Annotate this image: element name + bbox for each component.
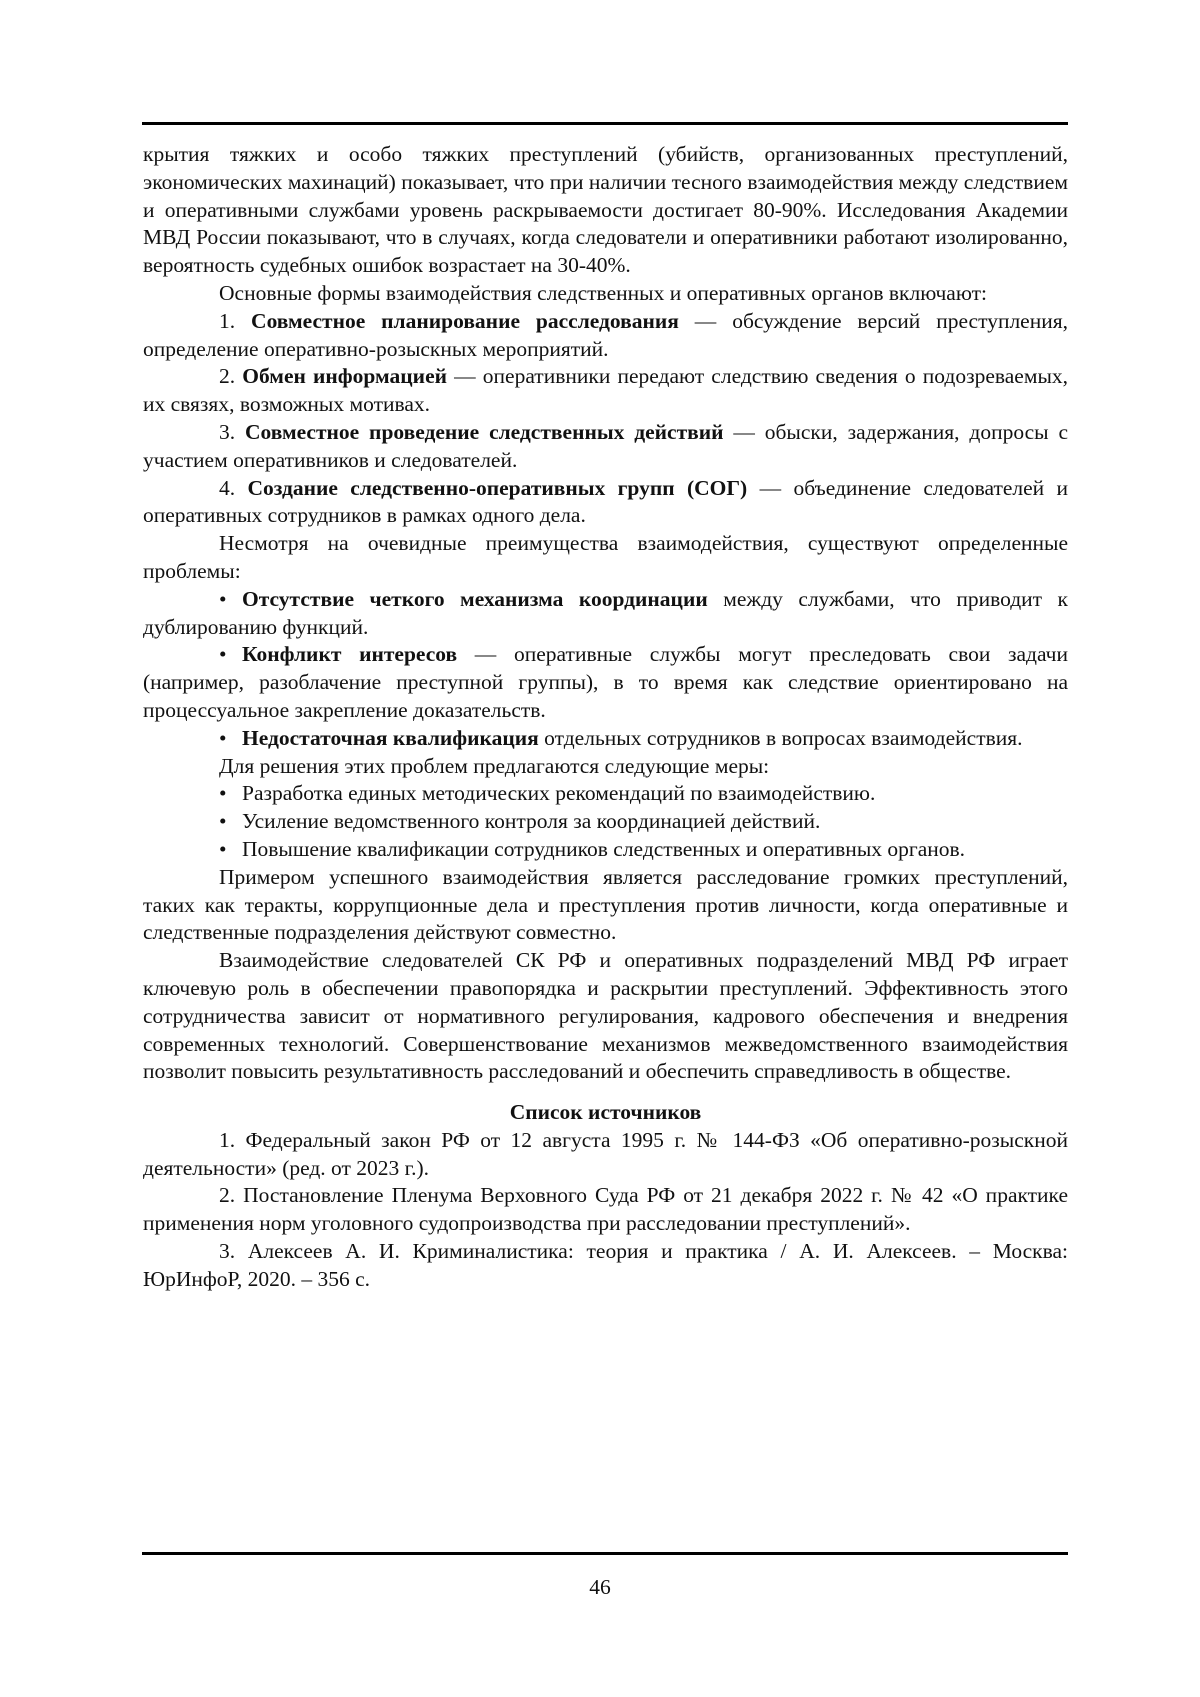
conclusion-paragraph: Взаимодействие следователей СК РФ и оперативных подразделений МВД РФ играет ключевую роль в обеспечении правопорядка и раскрытии преступлений. Эффек­тивность этого сотрудничества зависит от нормативного регулирования, кадрового обеспечения и внедрения современных технологий. Совершенствование механизмов межведомственного взаимодействия позволит повысить результативность расследова­ний и обеспечить справедливость в обществе. xyxy=(143,947,1068,1086)
problem-item-title: Недостаточная квалификация xyxy=(242,726,539,750)
form-item-3: 3. Совместное проведение следственных действий — обыски, задержания, допросы с участием оперативников и следователей. xyxy=(143,419,1068,475)
sources-heading: Список источников xyxy=(143,1099,1068,1127)
top-rule xyxy=(142,122,1068,125)
bullet-icon: • xyxy=(219,725,242,753)
form-item-title: Совместное проведение следственных действий xyxy=(245,420,724,444)
bullet-icon: • xyxy=(219,780,242,808)
measure-item-3: • Повышение квалификации сотрудников следственных и оперативных орга­нов. xyxy=(143,836,1068,864)
form-item-2: 2. Обмен информацией — оперативники передают следствию сведения о по­дозреваемых, их связях, возможных мотивах. xyxy=(143,363,1068,419)
problems-intro-paragraph: Несмотря на очевидные преимущества взаимодействия, существуют определен­ные проблемы: xyxy=(143,530,1068,586)
bullet-icon: • xyxy=(219,808,242,836)
bullet-icon: • xyxy=(219,836,242,864)
bullet-icon: • xyxy=(219,586,242,614)
form-item-4: 4. Создание следственно-оперативных групп (СОГ) — объединение следова­телей и оперативных сотрудников в рамках одного дела. xyxy=(143,475,1068,531)
problem-item-3: • Недостаточная квалификация отдельных сотрудников в вопросах взаимо­действия. xyxy=(143,725,1068,753)
form-item-title: Совместное планирование расследования xyxy=(251,309,679,333)
bullet-icon: • xyxy=(219,641,242,669)
page-number: 46 xyxy=(0,1558,1200,1602)
measure-item-1: • Разработка единых методических рекомендаций по взаимодействию. xyxy=(143,780,1068,808)
forms-intro-paragraph: Основные формы взаимодействия следственных и оперативных органов вклю­чают: xyxy=(143,280,1068,308)
form-item-title: Обмен информацией xyxy=(242,364,447,388)
problem-item-title: Отсутствие четкого механизма координации xyxy=(242,587,708,611)
example-paragraph: Примером успешного взаимодействия является расследование громких преступ­лений, таких как теракты, коррупционные дела и преступления против личности, когда оперативные и следственные подразделения действуют совместно. xyxy=(143,864,1068,947)
bottom-rule xyxy=(142,1552,1068,1555)
source-item-3: 3. Алексеев А. И. Криминалистика: теория и практика / А. И. Алексеев. – Моск­ва: ЮрИнфоР, 2020. – 356 с. xyxy=(143,1238,1068,1294)
page-body xyxy=(143,141,1068,1294)
intro-paragraph: крытия тяжких и особо тяжких преступлений (убийств, организованных преступлений, экономических махинаций) показывает, что при наличии тесного взаимодействия меж­ду следствием и оперативными службами уровень раскрываемости достигает 80-90%. Исследования Академии МВД России показывают, что в случаях, когда следователи и оперативники работают изолированно, вероятность судебных ошибок возрастает на 30-40%. xyxy=(143,141,1068,280)
form-item-title: Создание следственно-оперативных групп (СОГ) xyxy=(247,476,747,500)
source-item-1: 1. Федеральный закон РФ от 12 августа 1995 г. № 144-ФЗ «Об оперативно-розыскной деятельности» (ред. от 2023 г.). xyxy=(143,1127,1068,1183)
problem-item-2: • Конфликт интересов — оперативные службы могут преследовать свои зада­чи (например, разоблачение преступной группы), в то время как следствие ориентиро­вано на процессуальное закрепление доказательств. xyxy=(143,641,1068,724)
source-item-2: 2. Постановление Пленума Верховного Суда РФ от 21 декабря 2022 г. № 42 «О практике применения норм уголовного судопроизводства при расследовании преступ­лений». xyxy=(143,1182,1068,1238)
measure-item-2: • Усиление ведомственного контроля за координацией действий. xyxy=(143,808,1068,836)
problem-item-1: • Отсутствие четкого механизма координации между службами, что приво­дит к дублированию функций. xyxy=(143,586,1068,642)
form-item-1: 1. Совместное планирование расследования — обсуждение версий преступ­ления, определение оперативно-розыскных мероприятий. xyxy=(143,308,1068,364)
measures-intro-paragraph: Для решения этих проблем предлагаются следующие меры: xyxy=(143,753,1068,781)
problem-item-title: Конфликт интересов xyxy=(242,642,457,666)
